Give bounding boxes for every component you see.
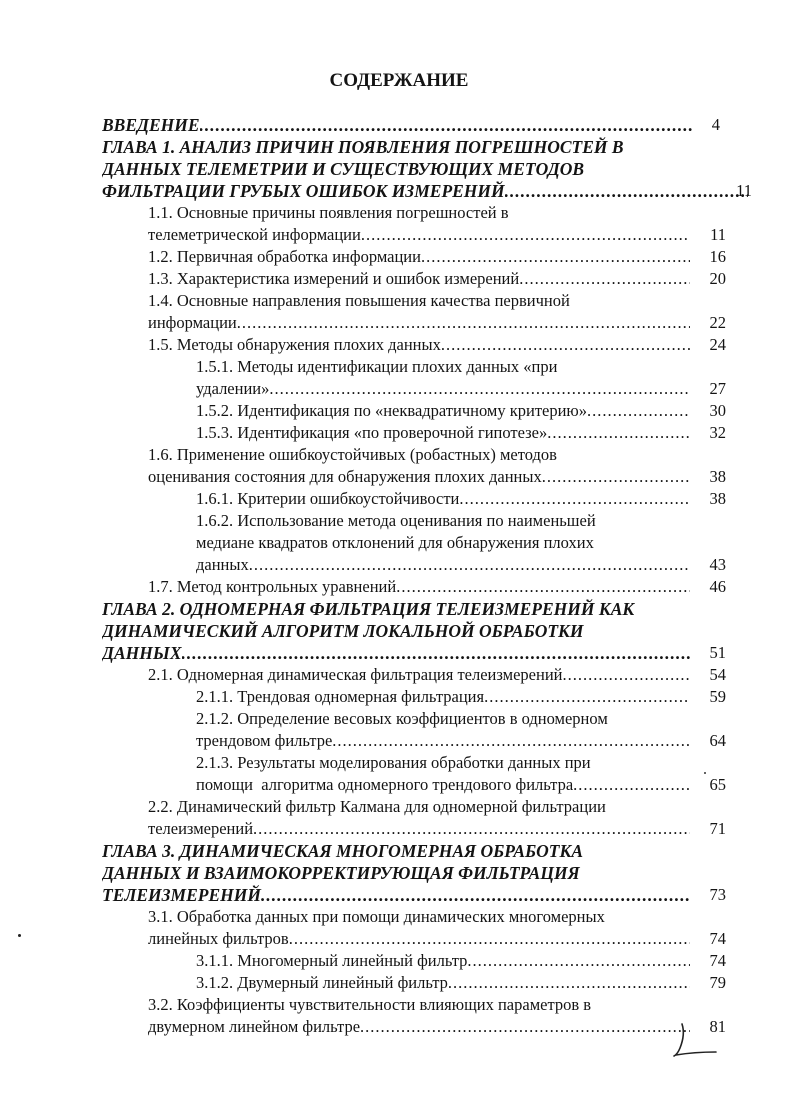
toc-entry-chapter-2-line-1[interactable]: ГЛАВА 2. ОДНОМЕРНАЯ ФИЛЬТРАЦИЯ ТЕЛЕИЗМЕРЕНИЙ КАК xyxy=(102,599,635,619)
signature-mark xyxy=(668,1020,728,1060)
toc-page-number: 43 xyxy=(709,555,726,574)
toc-entry-1-2[interactable] xyxy=(148,246,690,268)
toc-entry-title: ДАННЫХ xyxy=(102,643,182,663)
toc-entry-title: 2.1. Одномерная динамическая фильтрация телеизмерений xyxy=(148,665,563,684)
toc-entry-title: 1.7. Метод контрольных уравнений xyxy=(148,577,397,596)
toc-entry-introduction[interactable] xyxy=(102,114,692,136)
toc-page-number: 4 xyxy=(711,115,720,134)
toc-entry-title: 3.1.2. Двумерный линейный фильтр xyxy=(196,973,448,992)
toc-page-number: 27 xyxy=(709,379,726,398)
toc-entry-3-2-line-1[interactable]: 3.2. Коэффициенты чувствительности влияющих параметров в xyxy=(148,995,592,1014)
toc-entry-title: ТЕЛЕИЗМЕРЕНИЙ xyxy=(102,885,261,905)
toc-entry-2-1-2-line-1[interactable]: 2.1.2. Определение весовых коэффициентов в одномерном xyxy=(196,709,608,728)
scan-speck xyxy=(704,772,706,774)
toc-entry-chapter-1-line-2[interactable]: ДАННЫХ ТЕЛЕМЕТРИИ И СУЩЕСТВУЮЩИХ МЕТОДОВ xyxy=(102,159,585,179)
toc-entry-title: 1.2. Первичная обработка информации xyxy=(148,247,421,266)
toc-entry-3-1-2[interactable] xyxy=(196,972,690,994)
toc-entry-1-5[interactable] xyxy=(148,334,690,356)
toc-entry-title: 1.5.2. Идентификация по «неквадратичному критерию» xyxy=(196,401,588,420)
toc-page-number: 38 xyxy=(709,467,726,486)
toc-entry-chapter-1[interactable] xyxy=(102,180,748,202)
toc-entry-chapter-2-line-2[interactable]: ДИНАМИЧЕСКИЙ АЛГОРИТМ ЛОКАЛЬНОЙ ОБРАБОТКИ xyxy=(102,621,584,641)
toc-page-number: 65 xyxy=(709,775,726,794)
toc-entry-2-2-line-1[interactable]: 2.2. Динамический фильтр Калмана для одномерной фильтрации xyxy=(148,797,606,816)
toc-page-number: 74 xyxy=(709,929,726,948)
toc-entry-3-1[interactable] xyxy=(148,928,690,950)
toc-entry-title: линейных фильтров xyxy=(148,929,289,948)
toc-entry-title: 1.3. Характеристика измерений и ошибок измерений xyxy=(148,269,520,288)
toc-entry-1-1-line-1[interactable]: 1.1. Основные причины появления погрешностей в xyxy=(148,203,509,222)
toc-entry-1-5-1-line-1[interactable]: 1.5.1. Методы идентификации плохих данных «при xyxy=(196,357,558,376)
toc-entry-title: ФИЛЬТРАЦИИ ГРУБЫХ ОШИБОК ИЗМЕРЕНИЙ xyxy=(102,181,505,201)
toc-page-number: 24 xyxy=(709,335,726,354)
toc-page-number: 74 xyxy=(709,951,726,970)
toc-entry-3-1-1[interactable] xyxy=(196,950,690,972)
toc-page-number: 54 xyxy=(709,665,726,684)
toc-entry-1-3[interactable] xyxy=(148,268,690,290)
toc-entry-chapter-3-line-1[interactable]: ГЛАВА 3. ДИНАМИЧЕСКАЯ МНОГОМЕРНАЯ ОБРАБОТКА xyxy=(102,841,584,861)
toc-entry-title: 2.1.1. Трендовая одномерная фильтрация xyxy=(196,687,485,706)
toc-page-number: 20 xyxy=(709,269,726,288)
toc-entry-2-1-2[interactable] xyxy=(196,730,690,752)
toc-entry-1-6-2-line-1[interactable]: 1.6.2. Использование метода оценивания по наименьшей xyxy=(196,511,596,530)
toc-page-number: 11 xyxy=(710,225,726,244)
toc-page-number: 38 xyxy=(709,489,726,508)
toc-page-number: 59 xyxy=(709,687,726,706)
toc-entry-3-2[interactable] xyxy=(148,1016,690,1038)
toc-entry-1-6-2[interactable] xyxy=(196,554,690,576)
toc-entry-1-6-2-line-2[interactable]: медиане квадратов отклонений для обнаружения плохих xyxy=(196,533,594,552)
toc-page-number: 73 xyxy=(709,885,726,904)
toc-entry-3-1-line-1[interactable]: 3.1. Обработка данных при помощи динамических многомерных xyxy=(148,907,605,926)
toc-entry-title: информации xyxy=(148,313,237,332)
toc-entry-title: данных xyxy=(196,555,249,574)
toc-entry-title: оценивания состояния для обнаружения плохих данных xyxy=(148,467,542,486)
toc-entry-title: двумерном линейном фильтре xyxy=(148,1017,361,1036)
toc-page-number: 64 xyxy=(709,731,726,750)
toc-page-number: 30 xyxy=(709,401,726,420)
toc-entry-2-1-3[interactable] xyxy=(196,774,690,796)
toc-page-number: 79 xyxy=(709,973,726,992)
toc-page-number: 81 xyxy=(709,1017,726,1036)
toc-entry-1-7[interactable] xyxy=(148,576,690,598)
toc-page-number: 46 xyxy=(709,577,726,596)
toc-entry-chapter-3[interactable] xyxy=(102,884,690,906)
toc-entry-1-6[interactable] xyxy=(148,466,690,488)
toc-page-number: 51 xyxy=(709,643,726,662)
toc-entry-chapter-3-line-2[interactable]: ДАННЫХ И ВЗАИМОКОРРЕКТИРУЮЩАЯ ФИЛЬТРАЦИЯ xyxy=(102,863,580,883)
toc-entry-2-2[interactable] xyxy=(148,818,690,840)
toc-entry-2-1-3-line-1[interactable]: 2.1.3. Результаты моделирования обработки данных при xyxy=(196,753,591,772)
toc-entry-title: телеметрической информации xyxy=(148,225,361,244)
toc-entry-1-6-1[interactable] xyxy=(196,488,690,510)
toc-entry-1-5-2[interactable] xyxy=(196,400,690,422)
toc-entry-1-5-1[interactable] xyxy=(196,378,690,400)
toc-entry-1-4[interactable] xyxy=(148,312,690,334)
toc-entry-title: помощи алгоритма одномерного трендового фильтра xyxy=(196,775,574,794)
toc-entry-title: 1.6.1. Критерии ошибкоустойчивости xyxy=(196,489,460,508)
toc-entry-2-1[interactable] xyxy=(148,664,690,686)
toc-entry-title: 1.5.3. Идентификация «по проверочной гипотезе» xyxy=(196,423,548,442)
toc-entry-title: 1.5. Методы обнаружения плохих данных xyxy=(148,335,441,354)
toc-entry-title: удалении» xyxy=(196,379,270,398)
page-title: СОДЕРЖАНИЕ xyxy=(329,70,469,91)
toc-page-number: 32 xyxy=(709,423,726,442)
toc-entry-chapter-1-line-1[interactable]: ГЛАВА 1. АНАЛИЗ ПРИЧИН ПОЯВЛЕНИЯ ПОГРЕШНОСТЕЙ В xyxy=(102,137,624,157)
toc-entry-1-5-3[interactable] xyxy=(196,422,690,444)
toc-entry-1-6-line-1[interactable]: 1.6. Применение ошибкоустойчивых (робастных) методов xyxy=(148,445,557,464)
scan-speck xyxy=(18,934,21,937)
toc-page-number: 22 xyxy=(709,313,726,332)
toc-entry-1-1[interactable] xyxy=(148,224,690,246)
toc-page-number: 11 xyxy=(736,181,752,200)
toc-entry-1-4-line-1[interactable]: 1.4. Основные направления повышения качества первичной xyxy=(148,291,570,310)
toc-page-number: 71 xyxy=(709,819,726,838)
toc-entry-title: трендовом фильтре xyxy=(196,731,333,750)
toc-entry-2-1-1[interactable] xyxy=(196,686,690,708)
toc-entry-title: 3.1.1. Многомерный линейный фильтр xyxy=(196,951,468,970)
toc-page-number: 16 xyxy=(709,247,726,266)
toc-entry-title: ВВЕДЕНИЕ xyxy=(102,115,200,135)
toc-entry-title: телеизмерений xyxy=(148,819,254,838)
toc-entry-chapter-2[interactable] xyxy=(102,642,690,664)
